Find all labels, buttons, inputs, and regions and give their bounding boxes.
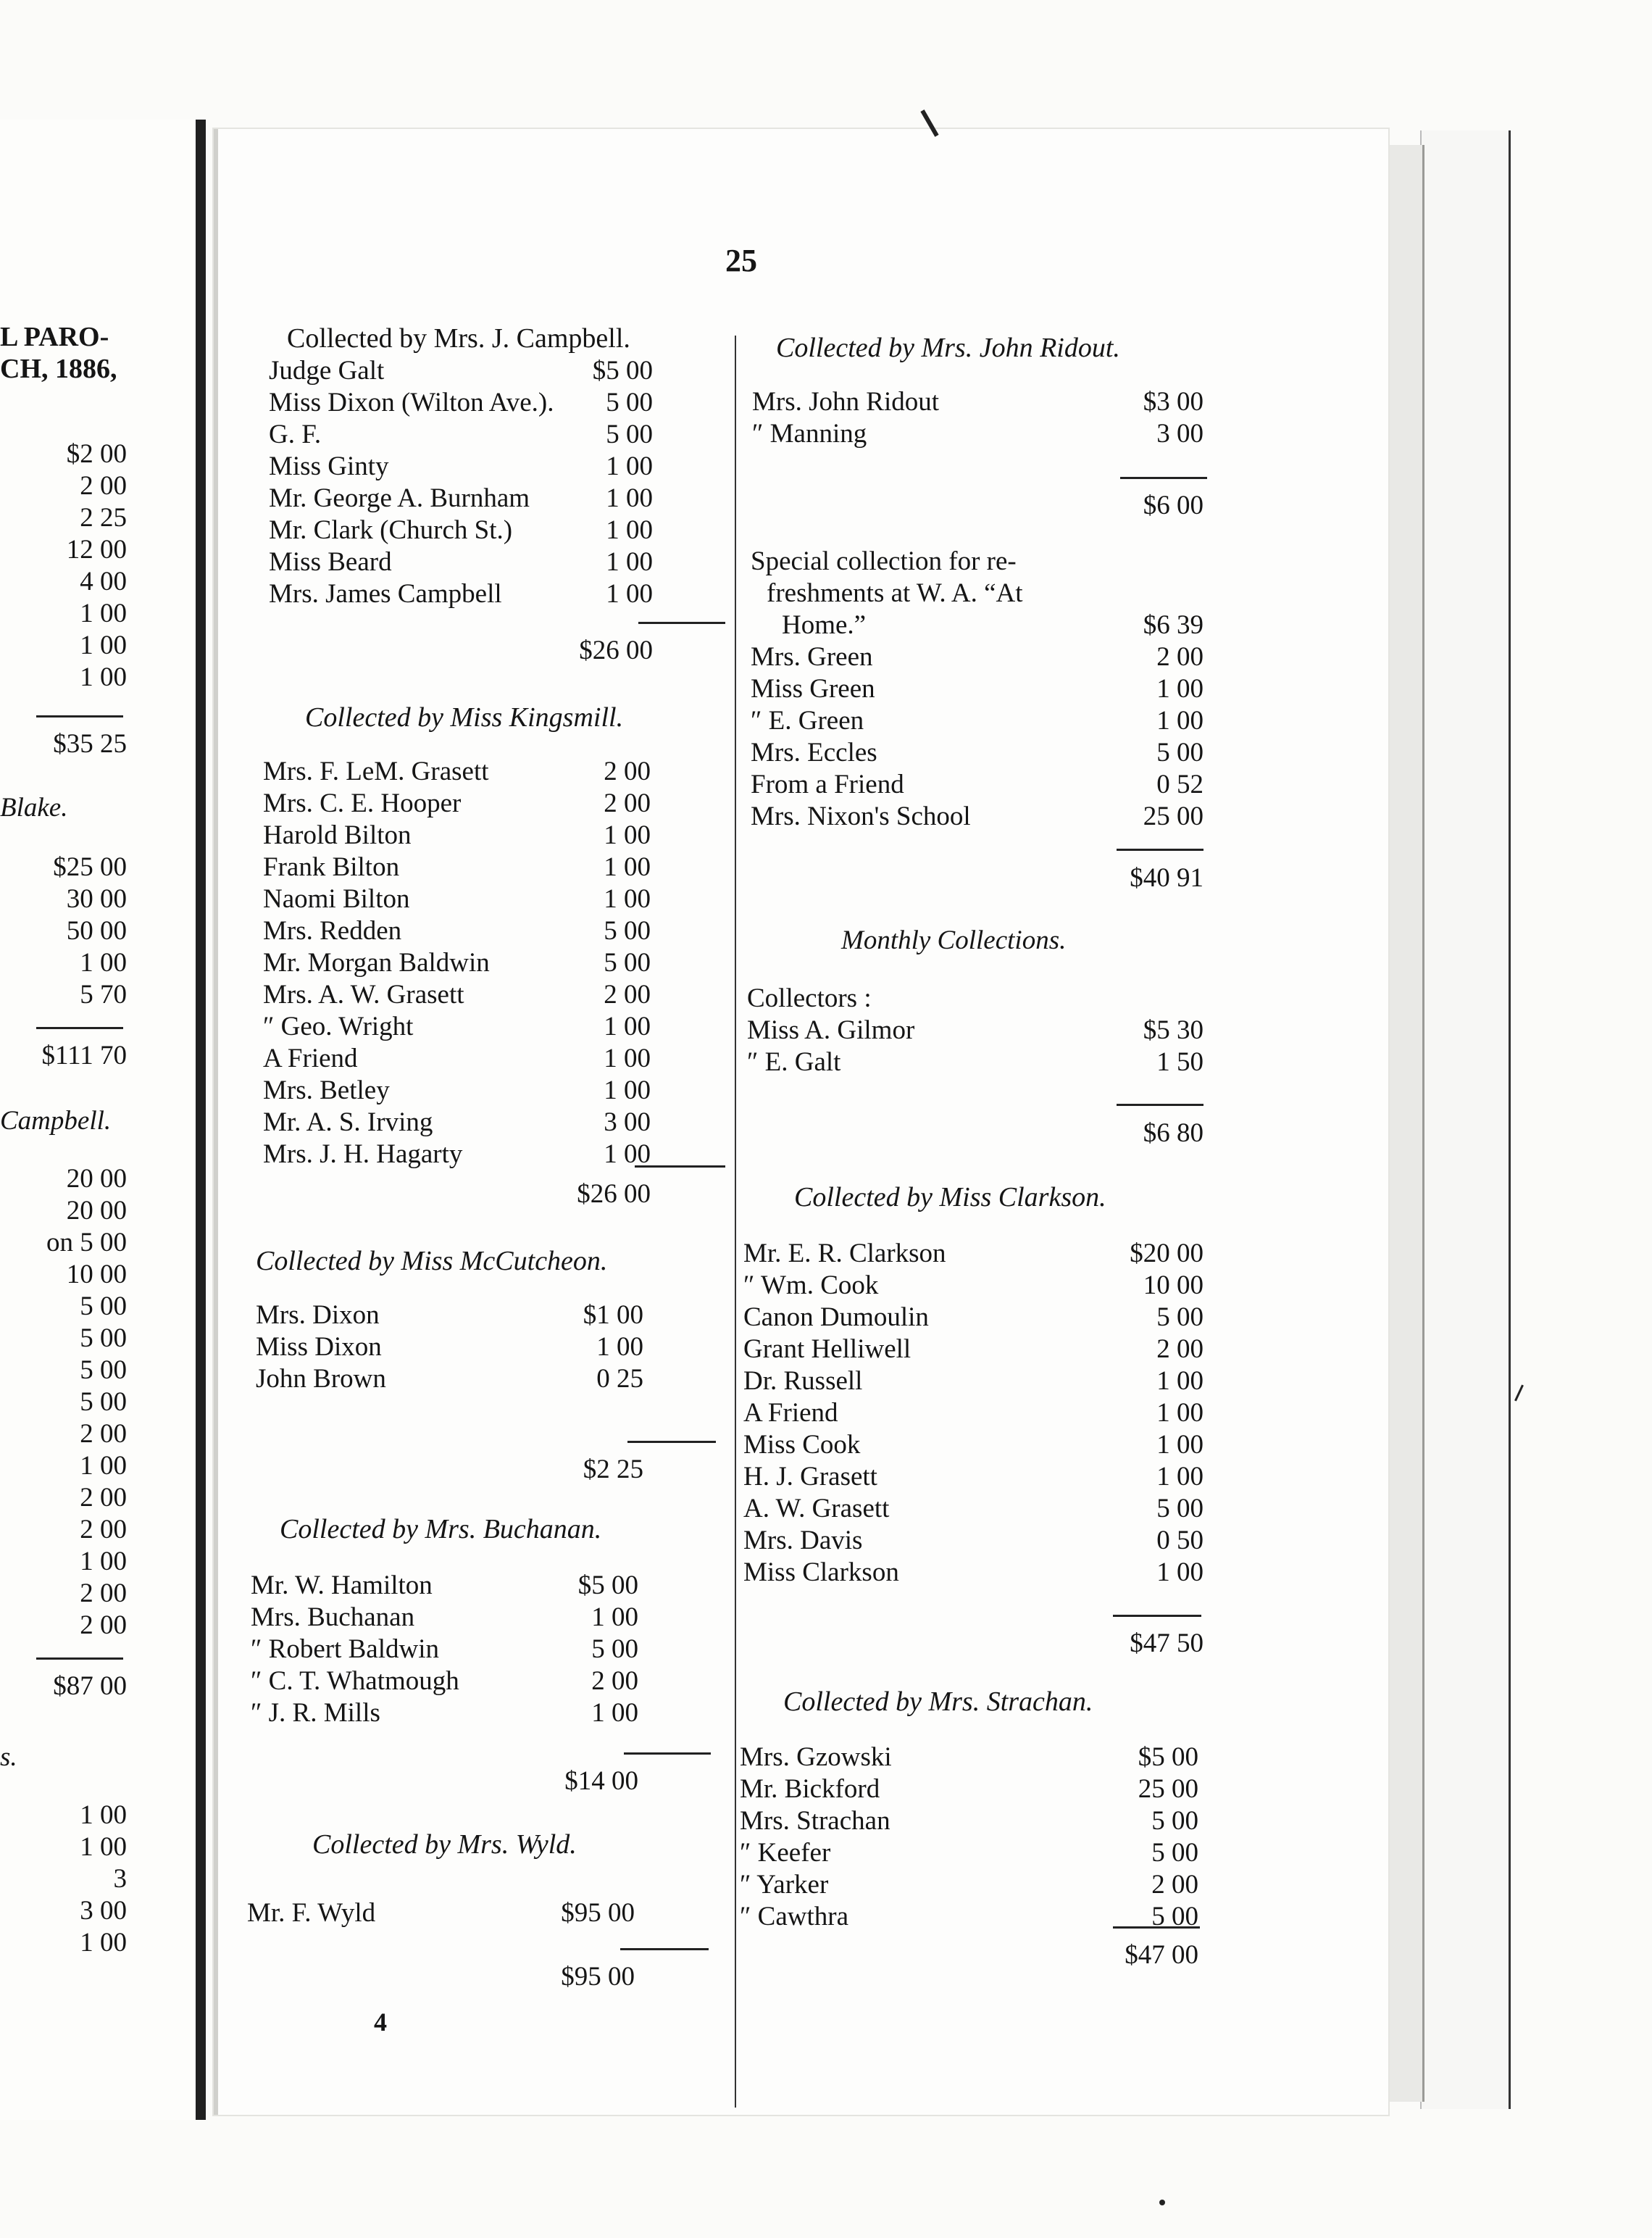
entry-amount: 1 00 [604, 1044, 651, 1073]
entry-amount: 1 00 [604, 884, 651, 914]
entry-name: Mrs. F. LeM. Grasett [263, 757, 489, 786]
entry-name: Mr. A. S. Irving [263, 1107, 433, 1137]
facing-amount: 50 00 [66, 916, 127, 946]
section-total: $47 50 [1130, 1628, 1203, 1658]
entry-name: Mrs. J. H. Hagarty [263, 1139, 463, 1169]
facing-amount: 1 00 [80, 631, 127, 660]
facing-amount: 20 00 [66, 1196, 127, 1226]
entry-amount: 1 00 [606, 547, 653, 577]
entry-amount: 5 00 [591, 1634, 638, 1664]
section-total: $26 00 [579, 636, 653, 665]
entry-name: Mrs. Gzowski [740, 1742, 892, 1772]
entry-amount: 2 00 [604, 789, 651, 818]
total-rule [627, 1441, 716, 1443]
entry-amount: 1 00 [1156, 1462, 1203, 1492]
total-rule [620, 1948, 709, 1950]
facing-amount: 5 00 [80, 1291, 127, 1321]
facing-amount: on 5 00 [46, 1228, 127, 1257]
facing-total: $87 00 [53, 1671, 127, 1701]
entry-amount: 1 00 [591, 1602, 638, 1632]
section-title: Collected by Mrs. J. Campbell. [287, 323, 630, 354]
intro-line: Special collection for re- [751, 546, 1017, 576]
facing-amount: 2 00 [80, 1610, 127, 1640]
entry-name: Miss A. Gilmor [747, 1015, 915, 1045]
entry-name: Mr. E. R. Clarkson [743, 1239, 946, 1268]
scan-speck [1159, 2200, 1165, 2205]
facing-rule [36, 1027, 123, 1029]
entry-amount: 2 00 [1156, 1334, 1203, 1364]
entry-amount: 2 00 [1151, 1870, 1198, 1900]
entry-name: ″ J. R. Mills [251, 1698, 380, 1728]
entry-name: Mrs. James Campbell [269, 579, 502, 609]
entry-amount: 5 00 [606, 420, 653, 449]
entry-name: Mrs. Redden [263, 916, 402, 946]
entry-name: John Brown [256, 1364, 386, 1394]
signature-mark: 4 [374, 2008, 387, 2037]
collectors-label: Collectors : [747, 983, 872, 1013]
entry-name: Mrs. C. E. Hooper [263, 789, 462, 818]
intro-line: freshments at W. A. “At [767, 578, 1023, 608]
entry-name: Mr. F. Wyld [247, 1898, 376, 1928]
entry-name: ″ Wm. Cook [743, 1270, 879, 1300]
facing-heading: Campbell. [0, 1106, 112, 1136]
facing-amount: $25 00 [53, 852, 127, 882]
entry-name: A. W. Grasett [743, 1494, 890, 1523]
main-page [214, 129, 1388, 2115]
entry-name: Mrs. Davis [743, 1526, 863, 1555]
entry-name: Mrs. Buchanan [251, 1602, 415, 1632]
entry-name: ″ Keefer [740, 1838, 831, 1868]
entry-name: Mrs. Betley [263, 1076, 390, 1105]
facing-amount: 5 00 [80, 1387, 127, 1417]
facing-header-2: CH, 1886, [0, 354, 117, 384]
entry-amount: 2 00 [604, 980, 651, 1010]
entry-amount: 1 00 [604, 1139, 651, 1169]
entry-name: Mrs. Strachan [740, 1806, 890, 1836]
entry-amount: 5 00 [1151, 1806, 1198, 1836]
entry-amount: 5 00 [1156, 1302, 1203, 1332]
section-title: Collected by Miss Clarkson. [794, 1182, 1106, 1212]
entry-amount: 1 00 [604, 1012, 651, 1041]
entry-name: ″ Robert Baldwin [251, 1634, 439, 1664]
entry-amount: 0 25 [596, 1364, 643, 1394]
facing-amount: 1 00 [80, 1832, 127, 1862]
facing-amount: 2 00 [80, 1483, 127, 1513]
entry-amount: 3 00 [604, 1107, 651, 1137]
entry-name: ″ Manning [752, 419, 867, 449]
page-edge [1420, 130, 1511, 2109]
section-title: Collected by Miss McCutcheon. [256, 1246, 608, 1276]
entry-name: Miss Cook [743, 1430, 861, 1460]
entry-amount: 1 00 [1156, 1398, 1203, 1428]
entry-amount: $5 00 [577, 1571, 638, 1600]
entry-name: H. J. Grasett [743, 1462, 877, 1492]
section-title: Monthly Collections. [841, 925, 1067, 955]
entry-name: Mr. Clark (Church St.) [269, 515, 513, 545]
facing-total: $111 70 [41, 1041, 127, 1070]
section-total: $40 91 [1130, 863, 1203, 893]
entry-name: Mr. Bickford [740, 1774, 880, 1804]
entry-amount: 1 00 [1156, 706, 1203, 736]
entry-amount: $6 39 [1143, 610, 1203, 640]
facing-amount: 1 00 [80, 948, 127, 978]
facing-amount: 30 00 [66, 884, 127, 914]
section-total: $26 00 [577, 1179, 651, 1209]
total-rule [1120, 477, 1207, 479]
entry-amount: 1 00 [606, 579, 653, 609]
entry-amount: 1 00 [591, 1698, 638, 1728]
section-total: $47 00 [1125, 1940, 1198, 1970]
facing-amount: 2 00 [80, 1578, 127, 1608]
facing-total: $35 25 [53, 729, 127, 759]
entry-amount: 0 50 [1156, 1526, 1203, 1555]
entry-name: ″ C. T. Whatmough [251, 1666, 459, 1696]
section-total: $95 00 [561, 1962, 635, 1992]
entry-amount: 1 00 [1156, 1557, 1203, 1587]
entry-amount: 3 00 [1156, 419, 1203, 449]
entry-amount: 5 00 [604, 916, 651, 946]
entry-amount: $3 00 [1143, 387, 1203, 417]
entry-name: ″ E. Galt [747, 1047, 841, 1077]
entry-name: Mr. W. Hamilton [251, 1571, 433, 1600]
facing-amount: 1 00 [80, 1547, 127, 1576]
facing-amount: $2 00 [66, 439, 127, 469]
entry-amount: 2 00 [604, 757, 651, 786]
section-total: $2 25 [583, 1455, 643, 1484]
entry-name: Mrs. Eccles [751, 738, 877, 768]
entry-name: Miss Clarkson [743, 1557, 899, 1587]
entry-name: Mrs. Green [751, 642, 873, 672]
entry-amount: 25 00 [1143, 802, 1203, 831]
facing-amount: 1 00 [80, 1451, 127, 1481]
entry-amount: 2 00 [1156, 642, 1203, 672]
facing-amount: 1 00 [80, 1800, 127, 1830]
facing-amount: 5 70 [80, 980, 127, 1010]
total-rule [624, 1752, 711, 1755]
total-rule [1117, 1104, 1203, 1106]
entry-name: Miss Dixon [256, 1332, 382, 1362]
entry-name: ″ Geo. Wright [263, 1012, 414, 1041]
entry-name: Home.” [782, 610, 867, 640]
facing-amount: 20 00 [66, 1164, 127, 1194]
entry-name: Miss Dixon (Wilton Ave.). [269, 388, 554, 417]
entry-amount: $5 00 [592, 356, 653, 386]
entry-amount: 1 00 [1156, 1366, 1203, 1396]
entry-name: Miss Beard [269, 547, 392, 577]
entry-amount: 1 50 [1156, 1047, 1203, 1077]
entry-amount: $1 00 [583, 1300, 643, 1330]
entry-amount: 5 00 [604, 948, 651, 978]
facing-rule [36, 1657, 123, 1660]
facing-heading: s. [0, 1742, 17, 1772]
entry-name: Miss Green [751, 674, 875, 704]
entry-name: Judge Galt [269, 356, 385, 386]
entry-name: Miss Ginty [269, 452, 389, 481]
facing-amount: 2 25 [80, 503, 127, 533]
entry-amount: 5 00 [606, 388, 653, 417]
entry-amount: $20 00 [1130, 1239, 1203, 1268]
total-rule [1113, 1926, 1200, 1929]
facing-amount: 10 00 [66, 1260, 127, 1289]
column-divider [735, 336, 736, 2108]
entry-name: ″ Yarker [740, 1870, 829, 1900]
entry-name: Mr. George A. Burnham [269, 483, 530, 513]
entry-name: Mrs. Nixon's School [751, 802, 971, 831]
facing-amount: 2 00 [80, 471, 127, 501]
entry-amount: $5 00 [1138, 1742, 1198, 1772]
entry-amount: 1 00 [604, 820, 651, 850]
entry-amount: 1 00 [606, 515, 653, 545]
entry-amount: 1 00 [604, 1076, 651, 1105]
entry-amount: 1 00 [1156, 674, 1203, 704]
facing-amount: 2 00 [80, 1419, 127, 1449]
facing-amount: 1 00 [80, 662, 127, 692]
facing-rule [36, 715, 123, 717]
entry-name: Mrs. John Ridout [752, 387, 940, 417]
facing-amount: 12 00 [66, 535, 127, 565]
entry-name: Naomi Bilton [263, 884, 410, 914]
entry-amount: 2 00 [591, 1666, 638, 1696]
entry-name: Dr. Russell [743, 1366, 863, 1396]
total-rule [638, 622, 725, 624]
total-rule [1117, 849, 1203, 851]
entry-name: G. F. [269, 420, 322, 449]
entry-name: Canon Dumoulin [743, 1302, 929, 1332]
entry-name: From a Friend [751, 770, 904, 799]
facing-heading: Blake. [0, 793, 68, 823]
entry-name: Harold Bilton [263, 820, 412, 850]
facing-amount: 3 [113, 1864, 127, 1894]
entry-amount: 10 00 [1143, 1270, 1203, 1300]
section-title: Collected by Mrs. John Ridout. [776, 333, 1120, 363]
section-total: $6 00 [1143, 491, 1203, 520]
facing-amount: 3 00 [80, 1896, 127, 1926]
entry-amount: 1 00 [596, 1332, 643, 1362]
section-title: Collected by Miss Kingsmill. [305, 702, 624, 733]
total-rule [1113, 1615, 1201, 1617]
facing-amount: 1 00 [80, 599, 127, 628]
entry-name: Frank Bilton [263, 852, 400, 882]
page-number: 25 [725, 243, 757, 278]
entry-amount: $5 30 [1143, 1015, 1203, 1045]
entry-name: A Friend [263, 1044, 358, 1073]
total-rule [635, 1165, 725, 1168]
facing-amount: 1 00 [80, 1928, 127, 1958]
entry-amount: $95 00 [561, 1898, 635, 1928]
entry-name: Mrs. Dixon [256, 1300, 380, 1330]
entry-amount: 5 00 [1151, 1838, 1198, 1868]
entry-name: Grant Helliwell [743, 1334, 911, 1364]
section-title: Collected by Mrs. Wyld. [312, 1829, 577, 1860]
entry-name: ″ Cawthra [740, 1902, 849, 1931]
section-total: $6 80 [1143, 1118, 1203, 1148]
facing-amount: 4 00 [80, 567, 127, 596]
entry-name: Mr. Morgan Baldwin [263, 948, 490, 978]
entry-amount: 5 00 [1151, 1902, 1198, 1931]
facing-header-1: L PARO- [0, 322, 109, 352]
section-total: $14 00 [564, 1766, 638, 1796]
entry-name: ″ E. Green [751, 706, 864, 736]
facing-amount: 2 00 [80, 1515, 127, 1544]
facing-page [0, 120, 206, 2120]
section-title: Collected by Mrs. Strachan. [783, 1686, 1093, 1717]
entry-amount: 5 00 [1156, 738, 1203, 768]
entry-amount: 1 00 [604, 852, 651, 882]
entry-name: Mrs. A. W. Grasett [263, 980, 464, 1010]
entry-amount: 1 00 [1156, 1430, 1203, 1460]
entry-amount: 1 00 [606, 452, 653, 481]
facing-amount: 5 00 [80, 1323, 127, 1353]
entry-amount: 0 52 [1156, 770, 1203, 799]
entry-name: A Friend [743, 1398, 838, 1428]
facing-amount: 5 00 [80, 1355, 127, 1385]
entry-amount: 1 00 [606, 483, 653, 513]
section-title: Collected by Mrs. Buchanan. [280, 1514, 602, 1544]
entry-amount: 25 00 [1138, 1774, 1198, 1804]
entry-amount: 5 00 [1156, 1494, 1203, 1523]
